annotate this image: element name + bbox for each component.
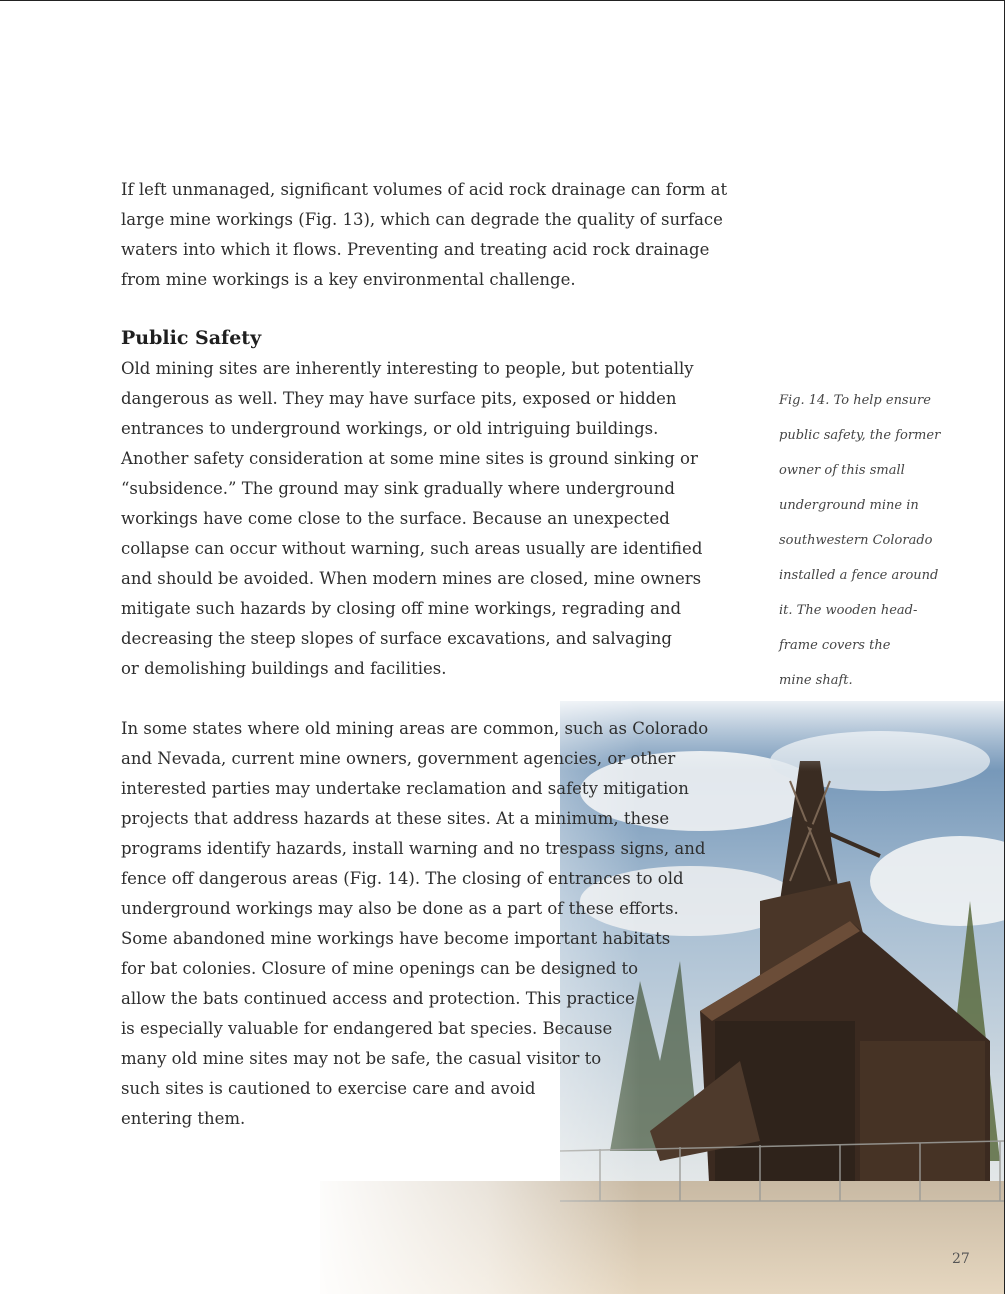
text-line: is especially valuable for endangered bat species. Because: [121, 1019, 613, 1038]
caption-line: installed a fence around: [779, 568, 939, 583]
caption-line: underground mine in: [779, 498, 919, 513]
text-line: decreasing the steep slopes of surface excavations, and salvaging: [121, 629, 672, 648]
section-heading: Public Safety: [121, 327, 262, 349]
text-line: entering them.: [121, 1109, 246, 1128]
text-line: “subsidence.” The ground may sink gradually where underground: [121, 479, 675, 498]
text-line: programs identify hazards, install warning and no trespass signs, and: [121, 839, 706, 858]
text-line: Some abandoned mine workings have become important habitats: [121, 929, 671, 948]
text-line: and Nevada, current mine owners, government agencies, or other: [121, 749, 676, 768]
caption-line: Fig. 14. To help ensure: [779, 393, 931, 408]
text-line: fence off dangerous areas (Fig. 14). The closing of entrances to old: [121, 869, 684, 888]
text-line: large mine workings (Fig. 13), which can degrade the quality of surface: [121, 210, 723, 229]
text-line: dangerous as well. They may have surface pits, exposed or hidden: [121, 389, 677, 408]
text-line: projects that address hazards at these sites. At a minimum, these: [121, 809, 670, 828]
caption-line: southwestern Colorado: [779, 533, 933, 548]
text-line: workings have come close to the surface. Because an unexpected: [121, 509, 670, 528]
text-line: such sites is cautioned to exercise care and avoid: [121, 1079, 536, 1098]
text-line: for bat colonies. Closure of mine openings can be designed to: [121, 959, 639, 978]
caption-line: mine shaft.: [779, 673, 853, 688]
text-line: waters into which it flows. Preventing and treating acid rock drainage: [121, 240, 710, 259]
text-line: from mine workings is a key environmental challenge.: [121, 270, 576, 289]
caption-line: it. The wooden head-: [779, 603, 918, 618]
text-line: If left unmanaged, significant volumes of acid rock drainage can form at: [121, 180, 728, 199]
figure-caption: [779, 383, 940, 698]
reclamation-paragraph: [121, 714, 708, 1134]
text-line: entrances to underground workings, or old intriguing buildings.: [121, 419, 659, 438]
text-line: and should be avoided. When modern mines are closed, mine owners: [121, 569, 702, 588]
caption-line: public safety, the former: [779, 428, 941, 443]
public-safety-paragraph: [121, 354, 702, 684]
text-line: many old mine sites may not be safe, the casual visitor to: [121, 1049, 602, 1068]
text-line: allow the bats continued access and protection. This practice: [121, 989, 635, 1008]
text-line: Another safety consideration at some mine sites is ground sinking or: [121, 449, 698, 468]
text-line: underground workings may also be done as a part of these efforts.: [121, 899, 679, 918]
text-line: In some states where old mining areas are common, such as Colorado: [121, 719, 709, 738]
text-line: Old mining sites are inherently interesting to people, but potentially: [121, 359, 694, 378]
intro-paragraph: [121, 175, 727, 295]
page-number: 27: [952, 1251, 970, 1267]
text-line: mitigate such hazards by closing off mine workings, regrading and: [121, 599, 682, 618]
text-line: or demolishing buildings and facilities.: [121, 659, 447, 678]
caption-line: frame covers the: [779, 638, 891, 653]
caption-line: owner of this small: [779, 463, 905, 478]
text-line: interested parties may undertake reclamation and safety mitigation: [121, 779, 689, 798]
text-line: collapse can occur without warning, such areas usually are identified: [121, 539, 703, 558]
